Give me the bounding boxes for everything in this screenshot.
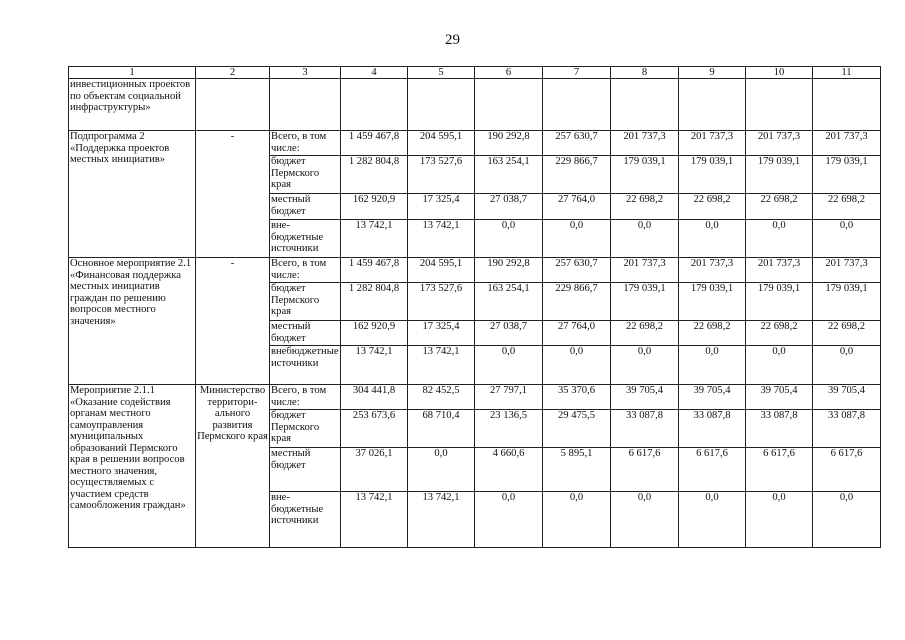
amount-cell: 201 737,3 [813,131,881,156]
funding-source-cell [270,79,341,131]
amount-cell: 179 039,1 [611,283,679,321]
column-number: 9 [679,67,746,79]
amount-cell: 253 673,6 [341,410,408,448]
table-row [69,385,881,410]
amount-cell: 201 737,3 [679,131,746,156]
amount-cell: 22 698,2 [813,321,881,346]
amount-cell: 6 617,6 [746,448,813,492]
amount-cell: 13 742,1 [341,346,408,385]
amount-cell: 27 038,7 [475,321,543,346]
executor-cell: Министерство территори-ального развития Пермского края [196,385,270,548]
amount-cell: 22 698,2 [679,321,746,346]
amount-cell: 257 630,7 [543,131,611,156]
amount-cell: 0,0 [543,492,611,548]
amount-cell: 5 895,1 [543,448,611,492]
executor-cell: - [196,131,270,258]
funding-source-cell: вне-бюджетные источники [270,492,341,548]
amount-cell: 17 325,4 [408,321,475,346]
funding-source-cell: Всего, в том числе: [270,258,341,283]
amount-cell: 17 325,4 [408,194,475,220]
amount-cell: 163 254,1 [475,283,543,321]
amount-cell: 27 797,1 [475,385,543,410]
budget-table [68,66,881,548]
amount-cell: 0,0 [813,346,881,385]
amount-cell: 27 764,0 [543,321,611,346]
program-name-cell: Мероприятие 2.1.1 «Оказание содействия органам местного самоуправления муниципальных образований Пермского края в решении вопросов местного значения, осуществляемых с участием средств самообложения граждан» [69,385,196,548]
amount-cell: 179 039,1 [813,283,881,321]
amount-cell: 13 742,1 [408,346,475,385]
amount-cell: 22 698,2 [813,194,881,220]
column-number-row [69,67,881,79]
amount-cell: 0,0 [746,220,813,258]
amount-cell: 33 087,8 [679,410,746,448]
amount-cell: 0,0 [611,220,679,258]
amount-cell [341,79,408,131]
funding-source-cell: местный бюджет [270,321,341,346]
amount-cell: 1 282 804,8 [341,156,408,194]
amount-cell [746,79,813,131]
amount-cell: 0,0 [746,346,813,385]
column-number: 3 [270,67,341,79]
amount-cell: 229 866,7 [543,283,611,321]
amount-cell: 201 737,3 [746,131,813,156]
amount-cell: 27 764,0 [543,194,611,220]
amount-cell: 4 660,6 [475,448,543,492]
amount-cell: 179 039,1 [679,156,746,194]
amount-cell: 179 039,1 [813,156,881,194]
amount-cell: 35 370,6 [543,385,611,410]
amount-cell: 179 039,1 [679,283,746,321]
column-number: 1 [69,67,196,79]
amount-cell: 33 087,8 [611,410,679,448]
amount-cell: 1 459 467,8 [341,131,408,156]
funding-source-cell: вне-бюджетные источники [270,220,341,258]
amount-cell: 162 920,9 [341,194,408,220]
amount-cell: 0,0 [543,346,611,385]
amount-cell: 27 038,7 [475,194,543,220]
amount-cell: 179 039,1 [611,156,679,194]
amount-cell: 204 595,1 [408,258,475,283]
column-number: 5 [408,67,475,79]
column-number: 10 [746,67,813,79]
amount-cell: 201 737,3 [611,131,679,156]
amount-cell: 13 742,1 [341,220,408,258]
funding-source-cell: Всего, в том числе: [270,385,341,410]
amount-cell: 179 039,1 [746,283,813,321]
amount-cell: 39 705,4 [746,385,813,410]
column-number: 4 [341,67,408,79]
program-name-cell: Основное мероприятие 2.1 «Финансовая поддержка местных инициатив граждан по решению вопросов местного значения» [69,258,196,385]
amount-cell: 162 920,9 [341,321,408,346]
amount-cell [813,79,881,131]
amount-cell: 39 705,4 [813,385,881,410]
amount-cell: 29 475,5 [543,410,611,448]
funding-source-cell: местный бюджет [270,194,341,220]
amount-cell: 22 698,2 [611,194,679,220]
column-number: 11 [813,67,881,79]
amount-cell: 39 705,4 [611,385,679,410]
funding-source-cell: местный бюджет [270,448,341,492]
funding-source-cell: внебюджетные источники [270,346,341,385]
executor-cell: - [196,258,270,385]
amount-cell: 0,0 [611,492,679,548]
amount-cell: 204 595,1 [408,131,475,156]
amount-cell: 6 617,6 [813,448,881,492]
amount-cell [408,79,475,131]
amount-cell: 1 459 467,8 [341,258,408,283]
amount-cell: 82 452,5 [408,385,475,410]
column-number: 2 [196,67,270,79]
amount-cell [475,79,543,131]
column-number: 8 [611,67,679,79]
amount-cell: 37 026,1 [341,448,408,492]
amount-cell: 0,0 [475,220,543,258]
amount-cell: 0,0 [543,220,611,258]
funding-source-cell: бюджет Пермского края [270,410,341,448]
amount-cell: 22 698,2 [746,194,813,220]
amount-cell: 22 698,2 [679,194,746,220]
amount-cell: 201 737,3 [679,258,746,283]
amount-cell: 0,0 [475,492,543,548]
amount-cell: 179 039,1 [746,156,813,194]
amount-cell: 229 866,7 [543,156,611,194]
amount-cell: 190 292,8 [475,131,543,156]
amount-cell: 201 737,3 [813,258,881,283]
column-number: 7 [543,67,611,79]
amount-cell: 6 617,6 [679,448,746,492]
funding-source-cell: Всего, в том числе: [270,131,341,156]
amount-cell: 39 705,4 [679,385,746,410]
amount-cell [611,79,679,131]
amount-cell: 33 087,8 [746,410,813,448]
amount-cell: 6 617,6 [611,448,679,492]
amount-cell: 0,0 [408,448,475,492]
table-row [69,131,881,156]
column-number: 6 [475,67,543,79]
amount-cell: 22 698,2 [611,321,679,346]
amount-cell: 13 742,1 [341,492,408,548]
amount-cell: 201 737,3 [611,258,679,283]
program-name-cell: инвестиционных проектов по объектам социальной инфраструктуры» [69,79,196,131]
funding-source-cell: бюджет Пермского края [270,283,341,321]
amount-cell: 0,0 [611,346,679,385]
amount-cell: 0,0 [679,492,746,548]
table-row [69,79,881,131]
amount-cell: 201 737,3 [746,258,813,283]
amount-cell [679,79,746,131]
amount-cell: 163 254,1 [475,156,543,194]
amount-cell: 13 742,1 [408,492,475,548]
amount-cell: 33 087,8 [813,410,881,448]
amount-cell: 0,0 [746,492,813,548]
program-name-cell: Подпрограмма 2 «Поддержка проектов местных инициатив» [69,131,196,258]
amount-cell: 1 282 804,8 [341,283,408,321]
amount-cell: 0,0 [679,220,746,258]
amount-cell: 257 630,7 [543,258,611,283]
amount-cell: 22 698,2 [746,321,813,346]
executor-cell [196,79,270,131]
amount-cell: 304 441,8 [341,385,408,410]
page-number: 29 [445,32,460,48]
amount-cell: 13 742,1 [408,220,475,258]
amount-cell: 0,0 [813,492,881,548]
amount-cell: 173 527,6 [408,156,475,194]
amount-cell: 0,0 [475,346,543,385]
amount-cell [543,79,611,131]
table-row [69,258,881,283]
amount-cell: 23 136,5 [475,410,543,448]
amount-cell: 173 527,6 [408,283,475,321]
amount-cell: 0,0 [813,220,881,258]
amount-cell: 190 292,8 [475,258,543,283]
amount-cell: 68 710,4 [408,410,475,448]
funding-source-cell: бюджет Пермского края [270,156,341,194]
amount-cell: 0,0 [679,346,746,385]
